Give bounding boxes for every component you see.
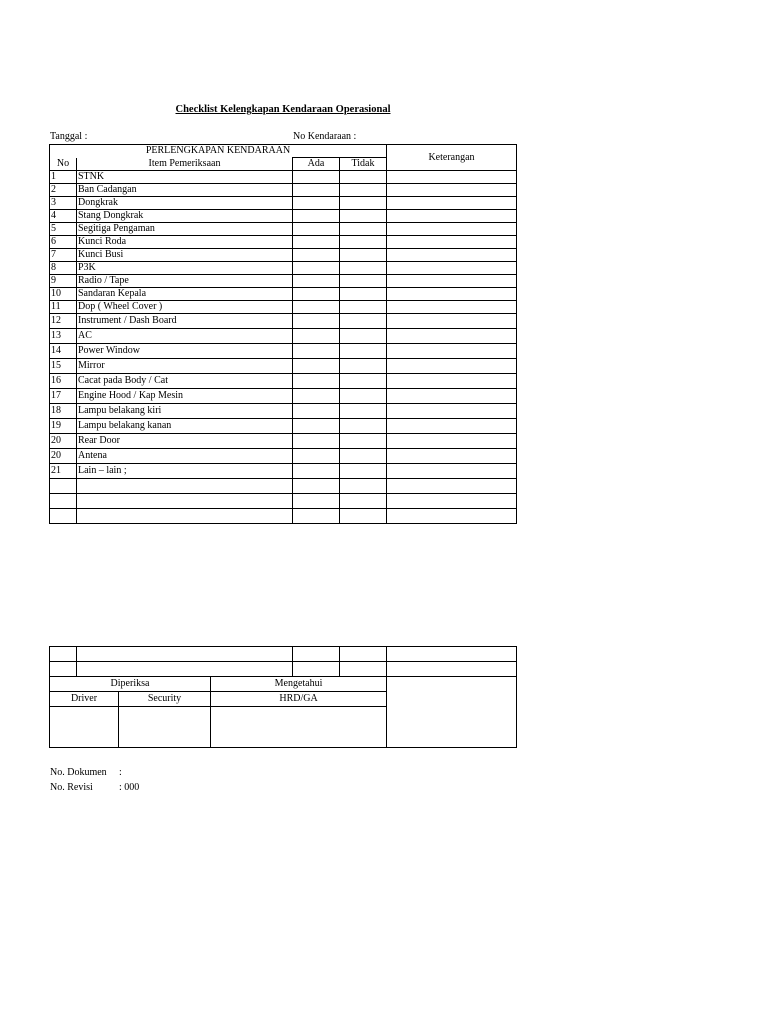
row-ada-cell (293, 359, 340, 374)
table-row (50, 494, 517, 509)
row-item: AC (77, 329, 293, 344)
row-ada-cell (293, 434, 340, 449)
row-item: Dop ( Wheel Cover ) (77, 301, 293, 314)
no-dokumen (50, 767, 122, 778)
row-no: 4 (50, 210, 77, 223)
row-no: 18 (50, 404, 77, 419)
table-row (50, 464, 517, 479)
table-row (50, 314, 517, 329)
row-tidak-cell (340, 249, 387, 262)
blank-cell (293, 662, 340, 677)
row-item: Radio / Tape (77, 275, 293, 288)
row-item: Lain – lain ; (77, 464, 293, 479)
no-dokumen-value: : (119, 767, 122, 778)
table-row (50, 249, 517, 262)
row-ada-cell (293, 329, 340, 344)
row-tidak-cell (340, 359, 387, 374)
table-row (50, 344, 517, 359)
blank-cell (77, 662, 293, 677)
row-keterangan-cell (387, 494, 517, 509)
row-tidak-cell (340, 389, 387, 404)
col-tidak-header: Tidak (340, 158, 387, 171)
signature-blank-cell (387, 677, 517, 748)
row-no: 15 (50, 359, 77, 374)
row-ada-cell (293, 210, 340, 223)
no-dokumen-label: No. Dokumen (50, 767, 107, 778)
row-keterangan-cell (387, 479, 517, 494)
row-no: 17 (50, 389, 77, 404)
row-ada-cell (293, 223, 340, 236)
row-tidak-cell (340, 171, 387, 184)
blank-row (50, 647, 517, 662)
row-ada-cell (293, 184, 340, 197)
row-no: 21 (50, 464, 77, 479)
row-ada-cell (293, 171, 340, 184)
checklist-table (49, 144, 517, 524)
row-tidak-cell (340, 329, 387, 344)
blank-cell (50, 647, 77, 662)
blank-cell (50, 662, 77, 677)
row-ada-cell (293, 389, 340, 404)
no-revisi-label: No. Revisi (50, 782, 93, 793)
table-row (50, 171, 517, 184)
row-ada-cell (293, 301, 340, 314)
row-tidak-cell (340, 404, 387, 419)
row-no: 7 (50, 249, 77, 262)
row-no: 14 (50, 344, 77, 359)
row-tidak-cell (340, 494, 387, 509)
row-item: Antena (77, 449, 293, 464)
row-ada-cell (293, 249, 340, 262)
table-row (50, 288, 517, 301)
security-label: Security (119, 692, 211, 707)
table-row (50, 236, 517, 249)
row-tidak-cell (340, 288, 387, 301)
row-no: 20 (50, 449, 77, 464)
table-row (50, 509, 517, 524)
security-signature-box (119, 707, 211, 748)
blank-cell (77, 647, 293, 662)
mengetahui-header: Mengetahui (211, 677, 387, 692)
row-ada-cell (293, 449, 340, 464)
row-tidak-cell (340, 464, 387, 479)
row-keterangan-cell (387, 249, 517, 262)
row-tidak-cell (340, 449, 387, 464)
row-item: Segitiga Pengaman (77, 223, 293, 236)
row-no (50, 509, 77, 524)
row-ada-cell (293, 236, 340, 249)
row-no: 9 (50, 275, 77, 288)
row-keterangan-cell (387, 314, 517, 329)
tanggal-label: Tanggal : (50, 131, 88, 142)
row-keterangan-cell (387, 329, 517, 344)
row-ada-cell (293, 275, 340, 288)
row-keterangan-cell (387, 449, 517, 464)
row-ada-cell (293, 344, 340, 359)
row-ada-cell (293, 197, 340, 210)
row-ada-cell (293, 288, 340, 301)
blank-cell (293, 647, 340, 662)
row-ada-cell (293, 479, 340, 494)
table-row (50, 301, 517, 314)
row-no: 13 (50, 329, 77, 344)
row-keterangan-cell (387, 210, 517, 223)
row-ada-cell (293, 374, 340, 389)
row-ada-cell (293, 404, 340, 419)
row-keterangan-cell (387, 374, 517, 389)
row-no: 1 (50, 171, 77, 184)
row-keterangan-cell (387, 509, 517, 524)
row-tidak-cell (340, 301, 387, 314)
row-item: Lampu belakang kanan (77, 419, 293, 434)
row-keterangan-cell (387, 223, 517, 236)
row-no: 20 (50, 434, 77, 449)
row-item: Instrument / Dash Board (77, 314, 293, 329)
group-header: PERLENGKAPAN KENDARAAN (50, 145, 387, 158)
table-row (50, 197, 517, 210)
signature-table (49, 646, 517, 748)
col-no-header: No (50, 158, 77, 171)
no-kendaraan-label: No Kendaraan : (293, 131, 357, 142)
row-keterangan-cell (387, 288, 517, 301)
row-ada-cell (293, 464, 340, 479)
table-row (50, 210, 517, 223)
blank-row (50, 662, 517, 677)
row-item (77, 494, 293, 509)
row-keterangan-cell (387, 236, 517, 249)
row-no: 12 (50, 314, 77, 329)
row-tidak-cell (340, 434, 387, 449)
table-row (50, 404, 517, 419)
row-item: Power Window (77, 344, 293, 359)
table-row (50, 359, 517, 374)
row-keterangan-cell (387, 262, 517, 275)
row-item: Cacat pada Body / Cat (77, 374, 293, 389)
row-keterangan-cell (387, 434, 517, 449)
row-no: 16 (50, 374, 77, 389)
row-tidak-cell (340, 223, 387, 236)
table-row (50, 262, 517, 275)
row-keterangan-cell (387, 275, 517, 288)
table-row (50, 479, 517, 494)
row-tidak-cell (340, 419, 387, 434)
blank-cell (387, 647, 517, 662)
table-row (50, 329, 517, 344)
col-ada-header: Ada (293, 158, 340, 171)
row-ada-cell (293, 262, 340, 275)
document-title: Checklist Kelengkapan Kendaraan Operasional (175, 104, 391, 115)
row-item: Dongkrak (77, 197, 293, 210)
row-item: Engine Hood / Kap Mesin (77, 389, 293, 404)
table-row (50, 223, 517, 236)
row-item: Sandaran Kepala (77, 288, 293, 301)
hrd-label: HRD/GA (211, 692, 387, 707)
row-no: 2 (50, 184, 77, 197)
row-tidak-cell (340, 374, 387, 389)
col-item-header: Item Pemeriksaan (77, 158, 293, 171)
row-keterangan-cell (387, 184, 517, 197)
row-no (50, 479, 77, 494)
row-keterangan-cell (387, 197, 517, 210)
table-row (50, 449, 517, 464)
row-ada-cell (293, 419, 340, 434)
keterangan-header: Keterangan (387, 145, 517, 171)
row-no: 3 (50, 197, 77, 210)
row-no (50, 494, 77, 509)
blank-cell (340, 647, 387, 662)
row-item: P3K (77, 262, 293, 275)
row-keterangan-cell (387, 404, 517, 419)
row-no: 8 (50, 262, 77, 275)
row-item (77, 479, 293, 494)
row-item: Kunci Busi (77, 249, 293, 262)
row-tidak-cell (340, 509, 387, 524)
row-no: 6 (50, 236, 77, 249)
table-row (50, 419, 517, 434)
row-keterangan-cell (387, 301, 517, 314)
row-keterangan-cell (387, 359, 517, 374)
row-no: 5 (50, 223, 77, 236)
row-keterangan-cell (387, 171, 517, 184)
blank-cell (387, 662, 517, 677)
row-item: Kunci Roda (77, 236, 293, 249)
row-keterangan-cell (387, 389, 517, 404)
row-item: Rear Door (77, 434, 293, 449)
table-row (50, 389, 517, 404)
row-no: 19 (50, 419, 77, 434)
row-item: Ban Cadangan (77, 184, 293, 197)
row-keterangan-cell (387, 464, 517, 479)
table-row (50, 275, 517, 288)
table-row (50, 184, 517, 197)
row-tidak-cell (340, 184, 387, 197)
row-keterangan-cell (387, 344, 517, 359)
row-no: 11 (50, 301, 77, 314)
hrd-signature-box (211, 707, 387, 748)
row-tidak-cell (340, 314, 387, 329)
row-keterangan-cell (387, 419, 517, 434)
row-no: 10 (50, 288, 77, 301)
row-ada-cell (293, 509, 340, 524)
blank-cell (340, 662, 387, 677)
driver-label: Driver (50, 692, 119, 707)
no-revisi-value: : 000 (119, 782, 140, 793)
row-tidak-cell (340, 210, 387, 223)
row-item: Lampu belakang kiri (77, 404, 293, 419)
row-tidak-cell (340, 344, 387, 359)
table-row (50, 434, 517, 449)
no-revisi (50, 782, 139, 793)
driver-signature-box (50, 707, 119, 748)
table-row (50, 374, 517, 389)
row-ada-cell (293, 494, 340, 509)
row-ada-cell (293, 314, 340, 329)
row-tidak-cell (340, 262, 387, 275)
row-tidak-cell (340, 275, 387, 288)
row-item (77, 509, 293, 524)
diperiksa-header: Diperiksa (50, 677, 211, 692)
row-item: STNK (77, 171, 293, 184)
row-tidak-cell (340, 197, 387, 210)
row-item: Mirror (77, 359, 293, 374)
row-item: Stang Dongkrak (77, 210, 293, 223)
row-tidak-cell (340, 236, 387, 249)
row-tidak-cell (340, 479, 387, 494)
